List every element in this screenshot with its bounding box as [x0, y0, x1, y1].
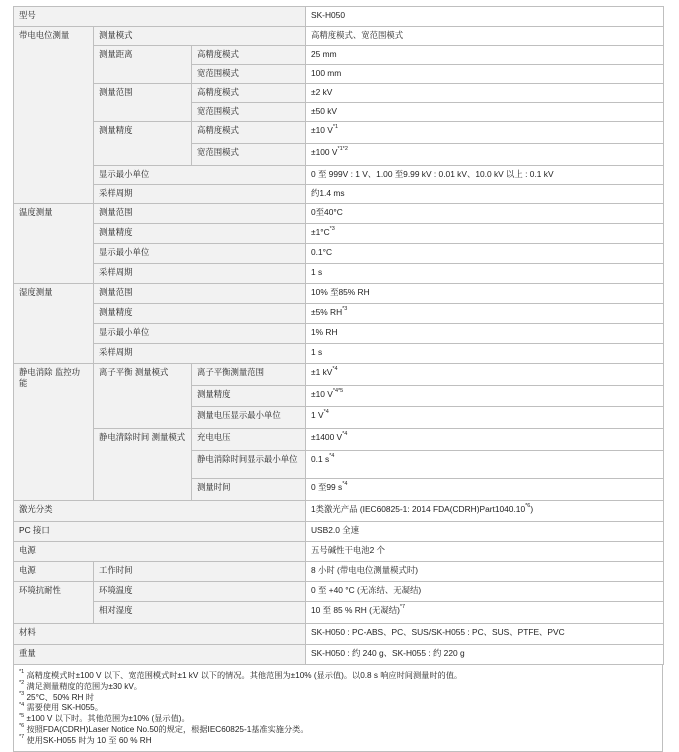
table-row: [14, 582, 664, 602]
table-row: [14, 27, 664, 46]
footnote-text: 满足测量精度的范围为±30 kV。: [26, 681, 142, 691]
row-label: 工作时间: [94, 562, 306, 582]
footnote-mark: *4*5: [332, 388, 344, 395]
footnote-text: 25°C、50% RH 时: [26, 692, 94, 702]
footnote-mark: *2: [19, 680, 25, 687]
table-row: [14, 324, 664, 344]
row-value: [306, 304, 664, 324]
row-label: 显示最小单位: [94, 324, 306, 344]
row-label-weight: 重量: [14, 645, 306, 665]
value-text: 0.1 s: [311, 454, 330, 464]
table-row: [14, 602, 664, 624]
footnote-text: 按照FDA(CDRH)Laser Notice No.50的规定，根据IEC60825-1基准实施分类。: [26, 725, 309, 735]
footnote-mark: *1: [19, 669, 25, 676]
row-value: 8 小时 (带电电位测量模式时): [306, 562, 664, 582]
row-value: [306, 386, 664, 407]
value-text: ±10 V: [311, 125, 333, 135]
row-value: 1 s: [306, 344, 664, 364]
footnote-mark: *7: [399, 604, 406, 611]
table-row: [14, 166, 664, 185]
footnote-mark: *5: [19, 712, 25, 719]
value-text: ±1°C: [311, 227, 330, 237]
row-sublabel: 测量时间: [192, 479, 306, 501]
row-value: [306, 122, 664, 144]
group-label-potential: 带电电位测量: [14, 27, 94, 204]
table-row: [14, 204, 664, 224]
footnote-mark: *7: [19, 734, 25, 741]
row-value: ±2 kV: [306, 84, 664, 103]
row-value: [306, 144, 664, 166]
row-label: 测量范围: [94, 84, 192, 122]
value-text: ±1 kV: [311, 367, 333, 377]
table-row: [14, 185, 664, 204]
row-label-material: 材料: [14, 624, 306, 645]
row-sublabel: 静电消除时间显示最小单位: [192, 451, 306, 479]
row-sublabel: 宽范围模式: [192, 65, 306, 84]
footnote: [19, 736, 657, 747]
row-value: [306, 479, 664, 501]
row-label: 采样周期: [94, 344, 306, 364]
row-label-laser: 激光分类: [14, 501, 306, 522]
value-text: 0 至99 s: [311, 482, 343, 492]
row-sublabel: 高精度模式: [192, 122, 306, 144]
row-value-weight: SK-H050 : 约 240 g、SK-H055 : 约 220 g: [306, 645, 664, 665]
row-label-model: 型号: [14, 7, 306, 27]
group-label-power: 电源: [14, 562, 94, 582]
footnote-text: 高精度模式时±100 V 以下、宽范围模式时±1 kV 以下的情况。其他范围为±10% (显示值)。以0.8 s 响应时间测量时的值。: [26, 671, 463, 680]
row-label: 离子平衡 测量模式: [94, 364, 192, 429]
value-text: ±5% RH: [311, 307, 343, 317]
footnote-mark: *6: [19, 723, 25, 730]
row-value-model: SK-H050: [306, 7, 664, 27]
footnote: [19, 690, 657, 704]
footnote: [19, 725, 657, 736]
row-value: [306, 224, 664, 244]
row-label: 测量精度: [94, 304, 306, 324]
row-label: 显示最小单位: [94, 244, 306, 264]
row-sublabel: 充电电压: [192, 429, 306, 451]
group-label-temperature: 温度测量: [14, 204, 94, 284]
footnote-mark: *4: [332, 366, 338, 373]
value-text: 1 V: [311, 410, 324, 420]
table-row: [14, 624, 664, 645]
footnote-mark: *1*2: [337, 146, 348, 153]
table-row: [14, 304, 664, 324]
row-label: 静电清除时间 测量模式: [94, 429, 192, 501]
footnote: [19, 682, 657, 693]
row-sublabel: 高精度模式: [192, 46, 306, 65]
row-value-laser: [306, 501, 664, 522]
footnote-text: 使用SK-H055 时为 10 至 60 % RH: [26, 735, 152, 745]
footnote-mark: *4: [342, 481, 348, 488]
table-row: [14, 7, 664, 27]
value-text: 1类激光产品 (IEC60825-1: 2014 FDA(CDRH)Part1040.10: [311, 504, 526, 514]
table-row: [14, 224, 664, 244]
row-value: 高精度模式、宽范围模式: [306, 27, 664, 46]
row-value: [306, 602, 664, 624]
row-label: 采样周期: [94, 185, 306, 204]
row-sublabel: 高精度模式: [192, 84, 306, 103]
spec-sheet: [13, 6, 663, 752]
row-label: 测量精度: [94, 224, 306, 244]
table-row: [14, 429, 664, 451]
row-value: 0.1°C: [306, 244, 664, 264]
footnote-mark: *1: [332, 124, 339, 131]
footnote-mark: *3: [329, 226, 335, 233]
row-value: 10% 至85% RH: [306, 284, 664, 304]
row-label: 显示最小单位: [94, 166, 306, 185]
row-sublabel: 离子平衡测量范围: [192, 364, 306, 386]
footnote-text: 需要使用 SK-H055。: [26, 703, 103, 713]
row-value: 0至40°C: [306, 204, 664, 224]
group-label-environment: 环境抗耐性: [14, 582, 94, 624]
row-label: 采样周期: [94, 264, 306, 284]
row-value-power-source: 五号碱性干电池2 个: [306, 542, 664, 562]
row-value-pc: USB2.0 全速: [306, 522, 664, 542]
row-value: 1 s: [306, 264, 664, 284]
value-text: ±100 V: [311, 147, 338, 157]
footnote-mark: *3: [342, 306, 348, 313]
footnote-mark: *3: [19, 690, 25, 697]
footnote-mark: *4: [19, 701, 25, 708]
table-row: [14, 244, 664, 264]
group-label-humidity: 湿度测量: [14, 284, 94, 364]
footnote: [19, 714, 657, 725]
value-text: ±10 V: [311, 389, 333, 399]
footnote-mark: *4: [342, 431, 348, 438]
row-label: 环境温度: [94, 582, 306, 602]
footnote: [19, 703, 657, 714]
row-sublabel: 测量精度: [192, 386, 306, 407]
row-sublabel: 宽范围模式: [192, 103, 306, 122]
row-label: 测量距离: [94, 46, 192, 84]
table-row: [14, 501, 664, 522]
row-sublabel: 宽范围模式: [192, 144, 306, 166]
row-label: 测量模式: [94, 27, 306, 46]
table-row: [14, 122, 664, 144]
table-row: [14, 364, 664, 386]
table-row: [14, 645, 664, 665]
row-value: 100 mm: [306, 65, 664, 84]
table-row: [14, 344, 664, 364]
table-row: [14, 46, 664, 65]
row-label: 测量范围: [94, 204, 306, 224]
row-value: [306, 364, 664, 386]
row-label: 测量范围: [94, 284, 306, 304]
row-label-power-source: 电源: [14, 542, 306, 562]
value-text: ±1400 V: [311, 432, 343, 442]
spec-table: [13, 6, 664, 665]
row-value: [306, 429, 664, 451]
row-label: 相对湿度: [94, 602, 306, 624]
value-text: 10 至 85 % RH (无凝结): [311, 605, 400, 615]
row-value: 25 mm: [306, 46, 664, 65]
row-sublabel: 测量电压显示最小单位: [192, 407, 306, 429]
row-label: 测量精度: [94, 122, 192, 166]
table-row: [14, 264, 664, 284]
row-value: [306, 451, 664, 479]
table-row: [14, 522, 664, 542]
footnote-mark: *4: [323, 409, 329, 416]
row-value: 0 至 999V : 1 V、1.00 至9.99 kV : 0.01 kV、10.0 kV 以上 : 0.1 kV: [306, 166, 664, 185]
table-row: [14, 84, 664, 103]
table-row: [14, 542, 664, 562]
footnotes: [13, 665, 663, 752]
table-row: [14, 562, 664, 582]
value-text-end: ): [530, 504, 534, 514]
row-value: 约1.4 ms: [306, 185, 664, 204]
footnote: [19, 671, 657, 682]
row-value: 0 至 +40 °C (无冻结、无凝结): [306, 582, 664, 602]
row-label-pc: PC 接口: [14, 522, 306, 542]
row-value: ±50 kV: [306, 103, 664, 122]
row-value: [306, 407, 664, 429]
row-value-material: SK-H050 : PC-ABS、PC、SUS/SK-H055 : PC、SUS、PTFE、PVC: [306, 624, 664, 645]
footnote-text: ±100 V 以下时。其他范围为±10% (显示值)。: [26, 714, 190, 724]
table-row: [14, 284, 664, 304]
footnote-mark: *4: [329, 453, 335, 460]
group-label-static: 静电消除 监控功能: [14, 364, 94, 501]
row-value: 1% RH: [306, 324, 664, 344]
footnote-mark: *6: [525, 503, 531, 510]
